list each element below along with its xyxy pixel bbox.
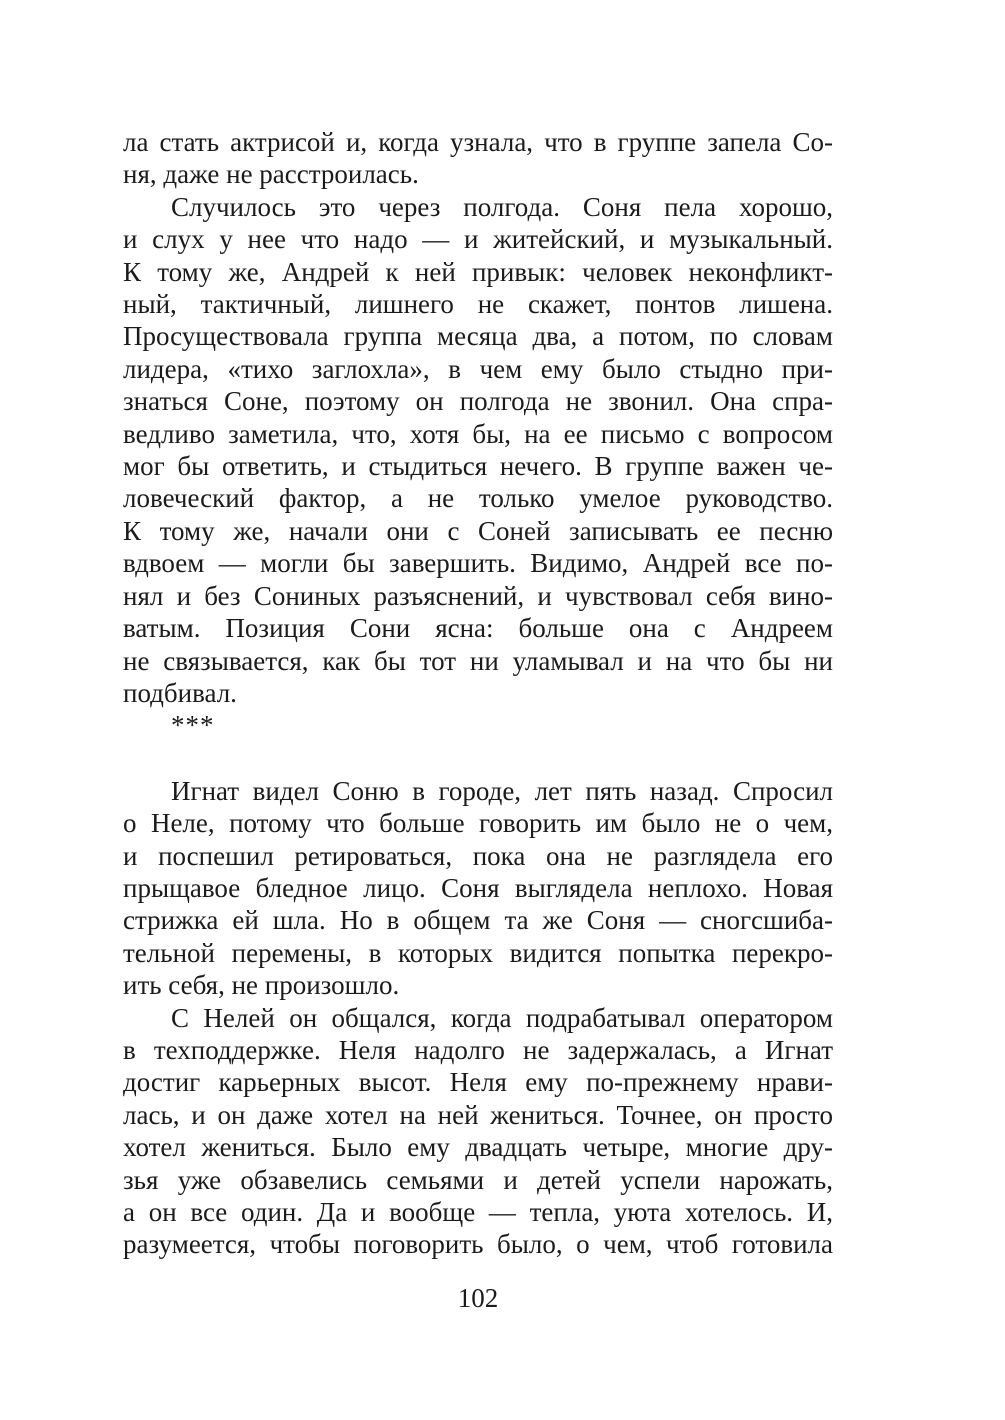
text-line: ватым. Позиция Сони ясна: больше она с Андреем	[123, 613, 833, 644]
text-line: стрижка ей шла. Но в общем та же Соня — сногсшиба-	[123, 905, 833, 936]
text-block	[123, 126, 833, 1261]
text-line: о Неле, потому что больше говорить им было не о чем,	[123, 808, 833, 839]
text-line: мог бы ответить, и стыдиться нечего. В группе важен че-	[123, 451, 833, 482]
section-separator: ***	[171, 710, 215, 741]
text-line: не связывается, как бы тот ни уламывал и на что бы ни	[123, 645, 833, 676]
text-line: Просуществовала группа месяца два, а потом, по словам	[123, 321, 833, 352]
text-line: ловеческий фактор, а не только умелое руководство.	[123, 483, 833, 514]
text-line: тельной перемены, в которых видится попытка перекро-	[123, 937, 833, 968]
text-line: лась, и он даже хотел на ней жениться. Точнее, он просто	[123, 1099, 833, 1130]
text-line: ный, тактичный, лишнего не скажет, понтов лишена.	[123, 289, 833, 320]
text-line: знаться Соне, поэтому он полгода не звонил. Она спра-	[123, 386, 833, 417]
text-line: Игнат видел Соню в городе, лет пять назад. Спросил	[171, 775, 833, 806]
text-line: С Нелей он общался, когда подрабатывал оператором	[171, 1002, 833, 1033]
text-line: в техподдержке. Неля надолго не задержалась, а Игнат	[123, 1034, 833, 1065]
text-line: К тому же, Андрей к ней привык: человек неконфликт-	[123, 256, 833, 287]
text-line: ведливо заметила, что, хотя бы, на ее письмо с вопросом	[123, 418, 833, 449]
text-line: нял и без Сониных разъяснений, и чувствовал себя вино-	[123, 580, 833, 611]
text-line: ня, даже не расстроилась.	[123, 159, 419, 190]
text-line: разумеется, чтобы поговорить было, о чем, чтоб готовила	[123, 1229, 833, 1260]
text-line: достиг карьерных высот. Неля ему по-прежнему нрави-	[123, 1067, 833, 1098]
text-line: вдвоем — могли бы завершить. Видимо, Андрей все по-	[123, 548, 833, 579]
text-line: прыщавое бледное лицо. Соня выглядела неплохо. Новая	[123, 872, 833, 903]
text-line: ить себя, не произошло.	[123, 970, 400, 1001]
text-line: хотел жениться. Было ему двадцать четыре, многие дру-	[123, 1132, 833, 1163]
text-line: и слух у нее что надо — и житейский, и музыкальный.	[123, 224, 833, 255]
text-line: а он все один. Да и вообще — тепла, уюта хотелось. И,	[123, 1197, 833, 1227]
text-line: лидера, «тихо заглохла», в чем ему было стыдно при-	[123, 353, 833, 384]
text-line: ла стать актрисой и, когда узнала, что в группе запела Со-	[123, 127, 833, 157]
text-line: Случилось это через полгода. Соня пела хорошо,	[171, 191, 833, 222]
text-line: и поспешил ретироваться, пока она не разглядела его	[123, 840, 833, 871]
text-line: К тому же, начали они с Соней записывать ее песню	[123, 515, 833, 546]
text-line: подбивал.	[123, 677, 237, 708]
text-line: зья уже обзавелись семьями и детей успели нарожать,	[123, 1164, 833, 1195]
page-number: 102	[457, 1283, 499, 1313]
paragraph-gap	[123, 742, 833, 775]
